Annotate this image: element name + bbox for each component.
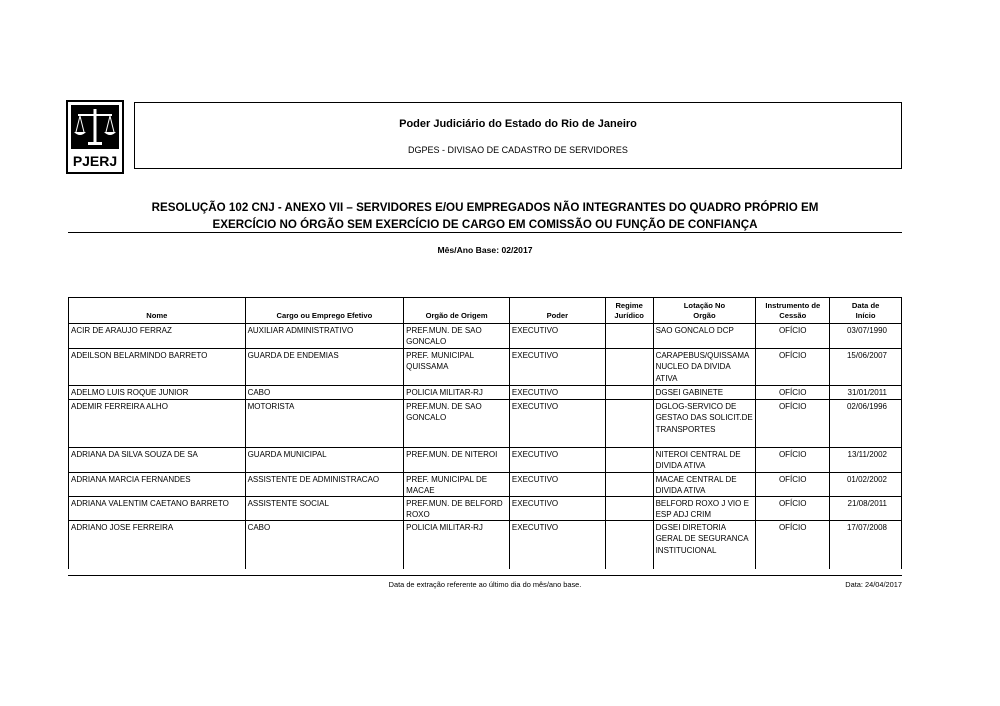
cell-lotacao: SAO GONCALO DCP — [654, 324, 757, 348]
table-row — [69, 386, 901, 400]
cell-origem: PREF. MUNICIPAL DE MACAE — [404, 473, 510, 496]
cell-cargo: AUXILIAR ADMINISTRATIVO — [246, 324, 405, 348]
cell-nome: ADRIANA MARCIA FERNANDES — [69, 473, 246, 496]
cell-nome: ADEMIR FERREIRA ALHO — [69, 400, 246, 447]
cell-data: 02/06/1996 — [846, 402, 887, 411]
col-cargo: Cargo ou Emprego Efetivo — [246, 298, 405, 323]
table-row — [69, 448, 901, 473]
cell-instrumento: OFÍCIO — [756, 386, 830, 399]
cell-origem: POLICIA MILITAR-RJ — [404, 386, 510, 399]
cell-nome: ADRIANA VALENTIM CAETANO BARRETO — [69, 497, 246, 520]
table-row — [69, 521, 901, 569]
cell-lotacao: BELFORD ROXO J VIO E ESP ADJ CRIM — [654, 497, 757, 520]
cell-lotacao: DGLOG-SERVICO DE GESTAO DAS SOLICIT.DE TRANSPORTES — [654, 400, 757, 447]
footer-date: Data: 24/04/2017 — [845, 580, 902, 589]
cell-cargo: ASSISTENTE SOCIAL — [246, 497, 405, 520]
cell-regime — [606, 400, 654, 447]
cell-lotacao: CARAPEBUS/QUISSAMA NUCLEO DA DIVIDA ATIVA — [654, 349, 757, 385]
cell-cargo: CABO — [246, 386, 405, 399]
cell-poder: EXECUTIVO — [510, 473, 606, 496]
cell-instrumento: OFÍCIO — [756, 324, 830, 348]
cell-cargo: ASSISTENTE DE ADMINISTRACAO — [246, 473, 405, 496]
cell-poder: EXECUTIVO — [510, 386, 606, 399]
cell-data: 21/08/2011 — [847, 499, 887, 508]
col-regime: Regime Jurídico — [606, 298, 654, 323]
cell-nome: ACIR DE ARAUJO FERRAZ — [69, 324, 246, 348]
report-title — [68, 199, 902, 233]
cell-lotacao: MACAE CENTRAL DE DIVIDA ATIVA — [654, 473, 757, 496]
col-data: Data de Início — [851, 301, 880, 320]
title-line-1: RESOLUÇÃO 102 CNJ - ANEXO VII – SERVIDORES E/OU EMPREGADOS NÃO INTEGRANTES DO QUADRO PRÓPRIO EM — [151, 201, 819, 214]
cell-cargo: GUARDA MUNICIPAL — [246, 448, 405, 472]
cell-cargo: CABO — [246, 521, 405, 569]
cell-regime — [606, 521, 654, 569]
header-org: Poder Judiciário do Estado do Rio de Janeiro — [399, 118, 637, 130]
cell-origem: POLICIA MILITAR-RJ — [404, 521, 510, 569]
cell-cargo: GUARDA DE ENDEMIAS — [246, 349, 405, 385]
cell-origem: PREF. MUNICIPAL QUISSAMA — [404, 349, 510, 385]
cell-data: 13/11/2002 — [847, 450, 887, 459]
cell-instrumento: OFÍCIO — [756, 448, 830, 472]
cell-data: 17/07/2008 — [846, 523, 887, 532]
cell-poder: EXECUTIVO — [510, 400, 606, 447]
base-date: Mês/Ano Base: 02/2017 — [437, 245, 533, 255]
cell-data: 03/07/1990 — [846, 326, 887, 335]
table-row — [69, 400, 901, 448]
cell-origem: PREF.MUN. DE SAO GONCALO — [404, 400, 510, 447]
cell-instrumento: OFÍCIO — [756, 400, 830, 447]
cell-data: 01/02/2002 — [846, 475, 887, 484]
title-divider — [68, 232, 902, 233]
header-dept: DGPES - DIVISAO DE CADASTRO DE SERVIDORES — [408, 145, 628, 155]
servidores-table — [68, 297, 902, 569]
footer-note: Data de extração referente ao último dia do mês/ano base. — [388, 580, 582, 589]
cell-lotacao: NITEROI CENTRAL DE DIVIDA ATIVA — [654, 448, 757, 472]
cell-regime — [606, 386, 654, 399]
cell-poder: EXECUTIVO — [510, 497, 606, 520]
cell-regime — [606, 448, 654, 472]
cell-nome: ADEILSON BELARMINDO BARRETO — [69, 349, 246, 385]
col-origem: Orgão de Origem — [404, 298, 510, 323]
cell-poder: EXECUTIVO — [510, 448, 606, 472]
cell-poder: EXECUTIVO — [510, 349, 606, 385]
col-lotacao: Lotação No Orgão — [654, 298, 757, 323]
table-row — [69, 324, 901, 349]
table-row — [69, 349, 901, 386]
cell-data: 15/06/2007 — [846, 351, 887, 360]
cell-poder: EXECUTIVO — [510, 521, 606, 569]
cell-origem: PREF.MUN. DE BELFORD ROXO — [404, 497, 510, 520]
cell-instrumento: OFÍCIO — [756, 473, 830, 496]
title-line-2: EXERCÍCIO NO ÓRGÃO SEM EXERCÍCIO DE CARGO EM COMISSÃO OU FUNÇÃO DE CONFIANÇA — [212, 218, 758, 231]
cell-poder: EXECUTIVO — [510, 324, 606, 348]
cell-lotacao: DGSEI GABINETE — [654, 386, 757, 399]
cell-origem: PREF.MUN. DE NITEROI — [404, 448, 510, 472]
col-poder: Poder — [510, 298, 606, 323]
pjerj-logo — [66, 100, 124, 174]
table-header — [69, 298, 901, 324]
cell-cargo: MOTORISTA — [246, 400, 405, 447]
col-nome: Nome — [69, 298, 246, 323]
table-row — [69, 473, 901, 497]
logo-text: PJERJ — [72, 153, 118, 169]
cell-instrumento: OFÍCIO — [756, 497, 830, 520]
cell-nome: ADELMO LUIS ROQUE JUNIOR — [69, 386, 246, 399]
cell-origem: PREF.MUN. DE SAO GONCALO — [404, 324, 510, 348]
cell-nome: ADRIANO JOSE FERREIRA — [69, 521, 246, 569]
cell-regime — [606, 349, 654, 385]
cell-instrumento: OFÍCIO — [756, 349, 830, 385]
table-row — [69, 497, 901, 521]
cell-regime — [606, 497, 654, 520]
cell-data: 31/01/2011 — [847, 388, 887, 397]
cell-lotacao: DGSEI DIRETORIA GERAL DE SEGURANCA INSTITUCIONAL — [654, 521, 757, 569]
cell-regime — [606, 473, 654, 496]
cell-nome: ADRIANA DA SILVA SOUZA DE SA — [69, 448, 246, 472]
col-instrumento: Instrumento de Cessão — [756, 298, 830, 323]
cell-instrumento: OFÍCIO — [756, 521, 830, 569]
footer-divider — [68, 575, 902, 576]
cell-regime — [606, 324, 654, 348]
header-box — [134, 102, 902, 169]
